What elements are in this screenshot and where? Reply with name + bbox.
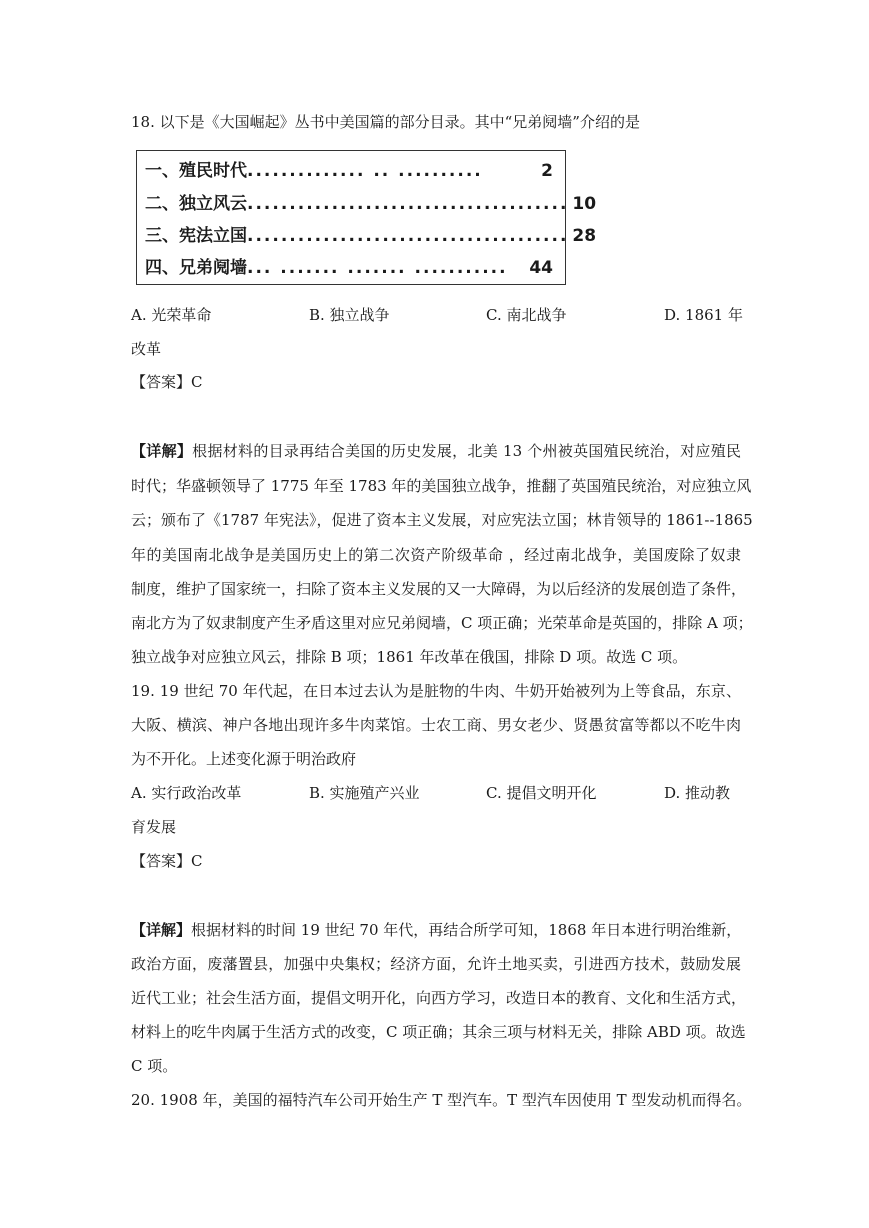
option-b: B. 实施殖产兴业 [309,784,420,802]
toc-entry-label: 二、独立风云 [145,194,247,214]
option-d: D. 推动教 [664,784,731,802]
option-b: B. 独立战争 [309,306,390,324]
question-19-stem-line: 19. 19 世纪 70 年代起，在日本过去认为是脏物的牛肉、牛奶开始被列为上等食品，东京、 [131,682,741,700]
detail-18-line: 制度，维护了国家统一，扫除了资本主义发展的又一大障碍，为以后经济的发展创造了条件， [131,580,747,598]
question-20-stem: 20. 1908 年，美国的福特汽车公司开始生产 T 型汽车。T 型汽车因使用 T 型发动机而得名。 [131,1091,752,1109]
option-d-continued: 改革 [131,340,162,358]
toc-leader-dots: ... ....... ....... ........... [247,258,508,278]
detail-18-line: 云；颁布了《1787 年宪法》，促进了资本主义发展，对应宪法立国；林肯领导的 1861--1865 [131,511,753,529]
option-c: C. 南北战争 [486,306,567,324]
toc-row [145,190,597,214]
toc-row [145,254,553,278]
toc-page-number: 2 [541,161,553,181]
detail-label: 【详解】 [131,921,192,939]
detail-19-line: 近代工业；社会生活方面，提倡文明开化，向西方学习，改造日本的教育、文化和生活方式， [131,989,747,1007]
detail-18-line: 时代；华盛顿领导了 1775 年至 1783 年的美国独立战争，推翻了英国殖民统治，对应独立风 [131,477,752,495]
toc-leader-dots: ...................................... [247,226,569,246]
toc-entry-label: 一、殖民时代 [145,161,247,181]
toc-leader-dots: ...................................... [247,194,569,214]
table-of-contents-box [136,150,597,285]
toc-entry-label: 四、兄弟阋墙 [145,258,247,278]
option-c: C. 提倡文明开化 [486,784,597,802]
detail-18-line: 独立战争对应独立风云，排除 B 项；1861 年改革在俄国，排除 D 项。故选 C 项。 [131,648,688,666]
option-a: A. 光荣革命 [131,306,212,324]
question-19-stem-line: 为不开化。上述变化源于明治政府 [131,750,357,768]
question-18-stem: 18. 以下是《大国崛起》丛书中美国篇的部分目录。其中“兄弟阋墙”介绍的是 [131,113,640,131]
answer-19: 【答案】C [131,852,203,870]
option-a: A. 实行政治改革 [131,784,242,802]
toc-page-number: 44 [529,258,553,278]
detail-19-line [131,919,741,941]
detail-label: 【详解】 [131,442,193,460]
detail-19-line: 政治方面，废藩置县，加强中央集权；经济方面，允许土地买卖，引进西方技术，鼓励发展 [131,955,741,973]
detail-18-line [131,440,741,462]
toc-page-number: 28 [572,226,597,246]
question-19-stem-line: 大阪、横滨、神户各地出现许多牛肉菜馆。士农工商、男女老少、贤愚贫富等都以不吃牛肉 [131,716,741,734]
answer-18: 【答案】C [131,373,203,391]
detail-19-line: C 项。 [131,1057,178,1075]
option-d-continued: 育发展 [131,818,177,836]
toc-page-number: 10 [572,194,597,214]
option-d: D. 1861 年 [664,306,743,324]
detail-18-line: 南北方为了奴隶制度产生矛盾这里对应兄弟阋墙，C 项正确；光荣革命是英国的，排除 A 项； [131,614,753,632]
toc-row [145,157,553,181]
detail-19-line: 材料上的吃牛肉属于生活方式的改变，C 项正确；其余三项与材料无关，排除 ABD 项。故选 [131,1023,746,1041]
toc-leader-dots: .............. .. .......... [247,161,483,181]
toc-row [145,222,597,246]
detail-text: 根据材料的目录再结合美国的历史发展，北美 13 个州被英国殖民统治，对应殖民 [192,442,741,460]
detail-18-line: 年的美国南北战争是美国历史上的第二次资产阶级革命 ，经过南北战争，美国废除了奴隶 [131,546,741,564]
toc-entry-label: 三、宪法立国 [145,226,247,246]
detail-text: 根据材料的时间 19 世纪 70 年代，再结合所学可知，1868 年日本进行明治维新， [191,921,742,939]
